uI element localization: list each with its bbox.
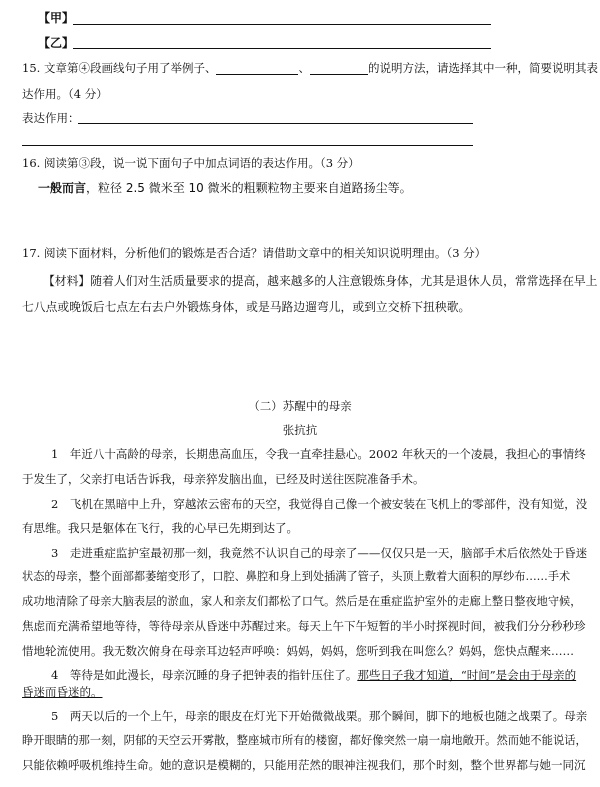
q15-answer-line-2[interactable] [22,145,473,146]
paragraph-1-line-2: 于发生了，父亲打电话告诉我，母亲猝发脑出血，已经及时送往医院准备手术。 [22,472,425,486]
q15-text-a: 15. 文章第④段画线句子用了举例子、 [22,61,217,75]
q15-line-1 [22,61,598,75]
paragraph-1-line-1: 1 年近八十高龄的母亲，长期患高血压，令我一直牵挂悬心。2002 年秋天的一个凌晨，我担心的事情终 [51,447,586,461]
q15-answer-line-1[interactable] [78,123,473,124]
paragraph-3-line-1: 3 走进重症监护室最初那一刻，我竟然不认识自己的母亲了——仅仅只是一天，脑部手术后依然处于昏迷 [51,546,588,560]
q15-blank-1[interactable] [216,62,298,75]
q15-line-2: 达作用。（4 分） [22,87,108,101]
paragraph-3-line-4: 焦虑而充满希望地等待，等待母亲从昏迷中苏醒过来。每天上午下午短暂的半小时探视时间，被我们分分秒秒珍 [22,619,586,633]
paragraph-2-line-2: 有思维。我只是躯体在飞行，我的心早已先期到达了。 [22,521,298,535]
article-title: （二）苏醒中的母亲 [248,399,352,413]
paragraph-2-line-1: 2 飞机在黑暗中上升，穿越浓云密布的天空，我觉得自己像一个被安装在飞机上的零部件，没有知觉，没 [51,497,588,511]
q15-text-b: 的说明方法，请选择其中一种，简要说明其表 [367,61,598,75]
q16-prompt: 16. 阅读第③段，说一说下面句子中加点词语的表达作用。（3 分） [22,156,360,170]
paragraph-5-line-2: 睁开眼睛的那一刻，阴郁的天空云开雾散，整座城市所有的楼窗，都好像突然一扇一扇地敞开。然而她不能说话， [22,734,587,747]
paragraph-4-line-2: 昏迷而昏迷的。 [22,685,103,699]
paragraph-4-line-1 [51,668,576,682]
q17-prompt: 17. 阅读下面材料，分析他们的锻炼是否合适？请借助文章中的相关知识说明理由。（3 分） [22,246,487,260]
paragraph-3-line-5: 惜地轮流使用。我无数次俯身在母亲耳边轻声呼唤：妈妈，妈妈，您听到我在叫您么？妈妈，您快点醒来…… [22,644,574,658]
q16-sentence-rest: ，粒径 2.5 微米至 10 微米的粗颗粒物主要来自道路扬尘等。 [86,181,412,195]
q15-sep: 、 [298,61,310,75]
paragraph-5-line-1: 5 两天以后的一个上午，母亲的眼皮在灯光下开始微微战栗。那个瞬间，脚下的地板也随之战栗了。母亲 [51,709,588,723]
q16-sentence [38,181,412,195]
paragraph-5-line-3: 只能依赖呼吸机维持生命。她的意识是模糊的，只能用茫然的眼神注视我们，那个时刻，整个世界都与她一同沉 [22,758,586,772]
answer-label-jia: 【甲】 [38,11,75,25]
answer-line-yi[interactable] [73,48,491,49]
q15-answer-label: 表达作用： [22,111,80,125]
underlined-sentence: 那些日子我才知道，“时间”是会由于母亲的 [357,668,577,682]
answer-label-yi: 【乙】 [38,36,75,50]
answer-line-jia[interactable] [73,24,491,25]
q17-material-line-1: 【材料】随着人们对生活质量要求的提高，越来越多的人注意锻炼身体，尤其是退休人员，常常选择在早上 [43,274,598,288]
q16-emphasis: 一般而言 [38,181,87,195]
q17-material-line-2: 七八点或晚饭后七点左右去户外锻炼身体，或是马路边遛弯儿，或到立交桥下扭秧歌。 [22,300,471,314]
paragraph-4-text: 4 等待是如此漫长，母亲沉睡的身子把钟表的指针压住了。 [51,668,358,682]
q15-blank-2[interactable] [310,62,368,75]
paragraph-3-line-2: 状态的母亲，整个面部都萎缩变形了，口腔、鼻腔和身上到处插满了管子，头顶上敷着大面积的厚纱布……手术 [22,570,571,583]
article-author: 张抗抗 [282,423,318,437]
paragraph-3-line-3: 成功地清除了母亲大脑表层的淤血，家人和亲友们都松了口气。然后是在重症监护室外的走廊上整日整夜地守候， [22,595,582,608]
